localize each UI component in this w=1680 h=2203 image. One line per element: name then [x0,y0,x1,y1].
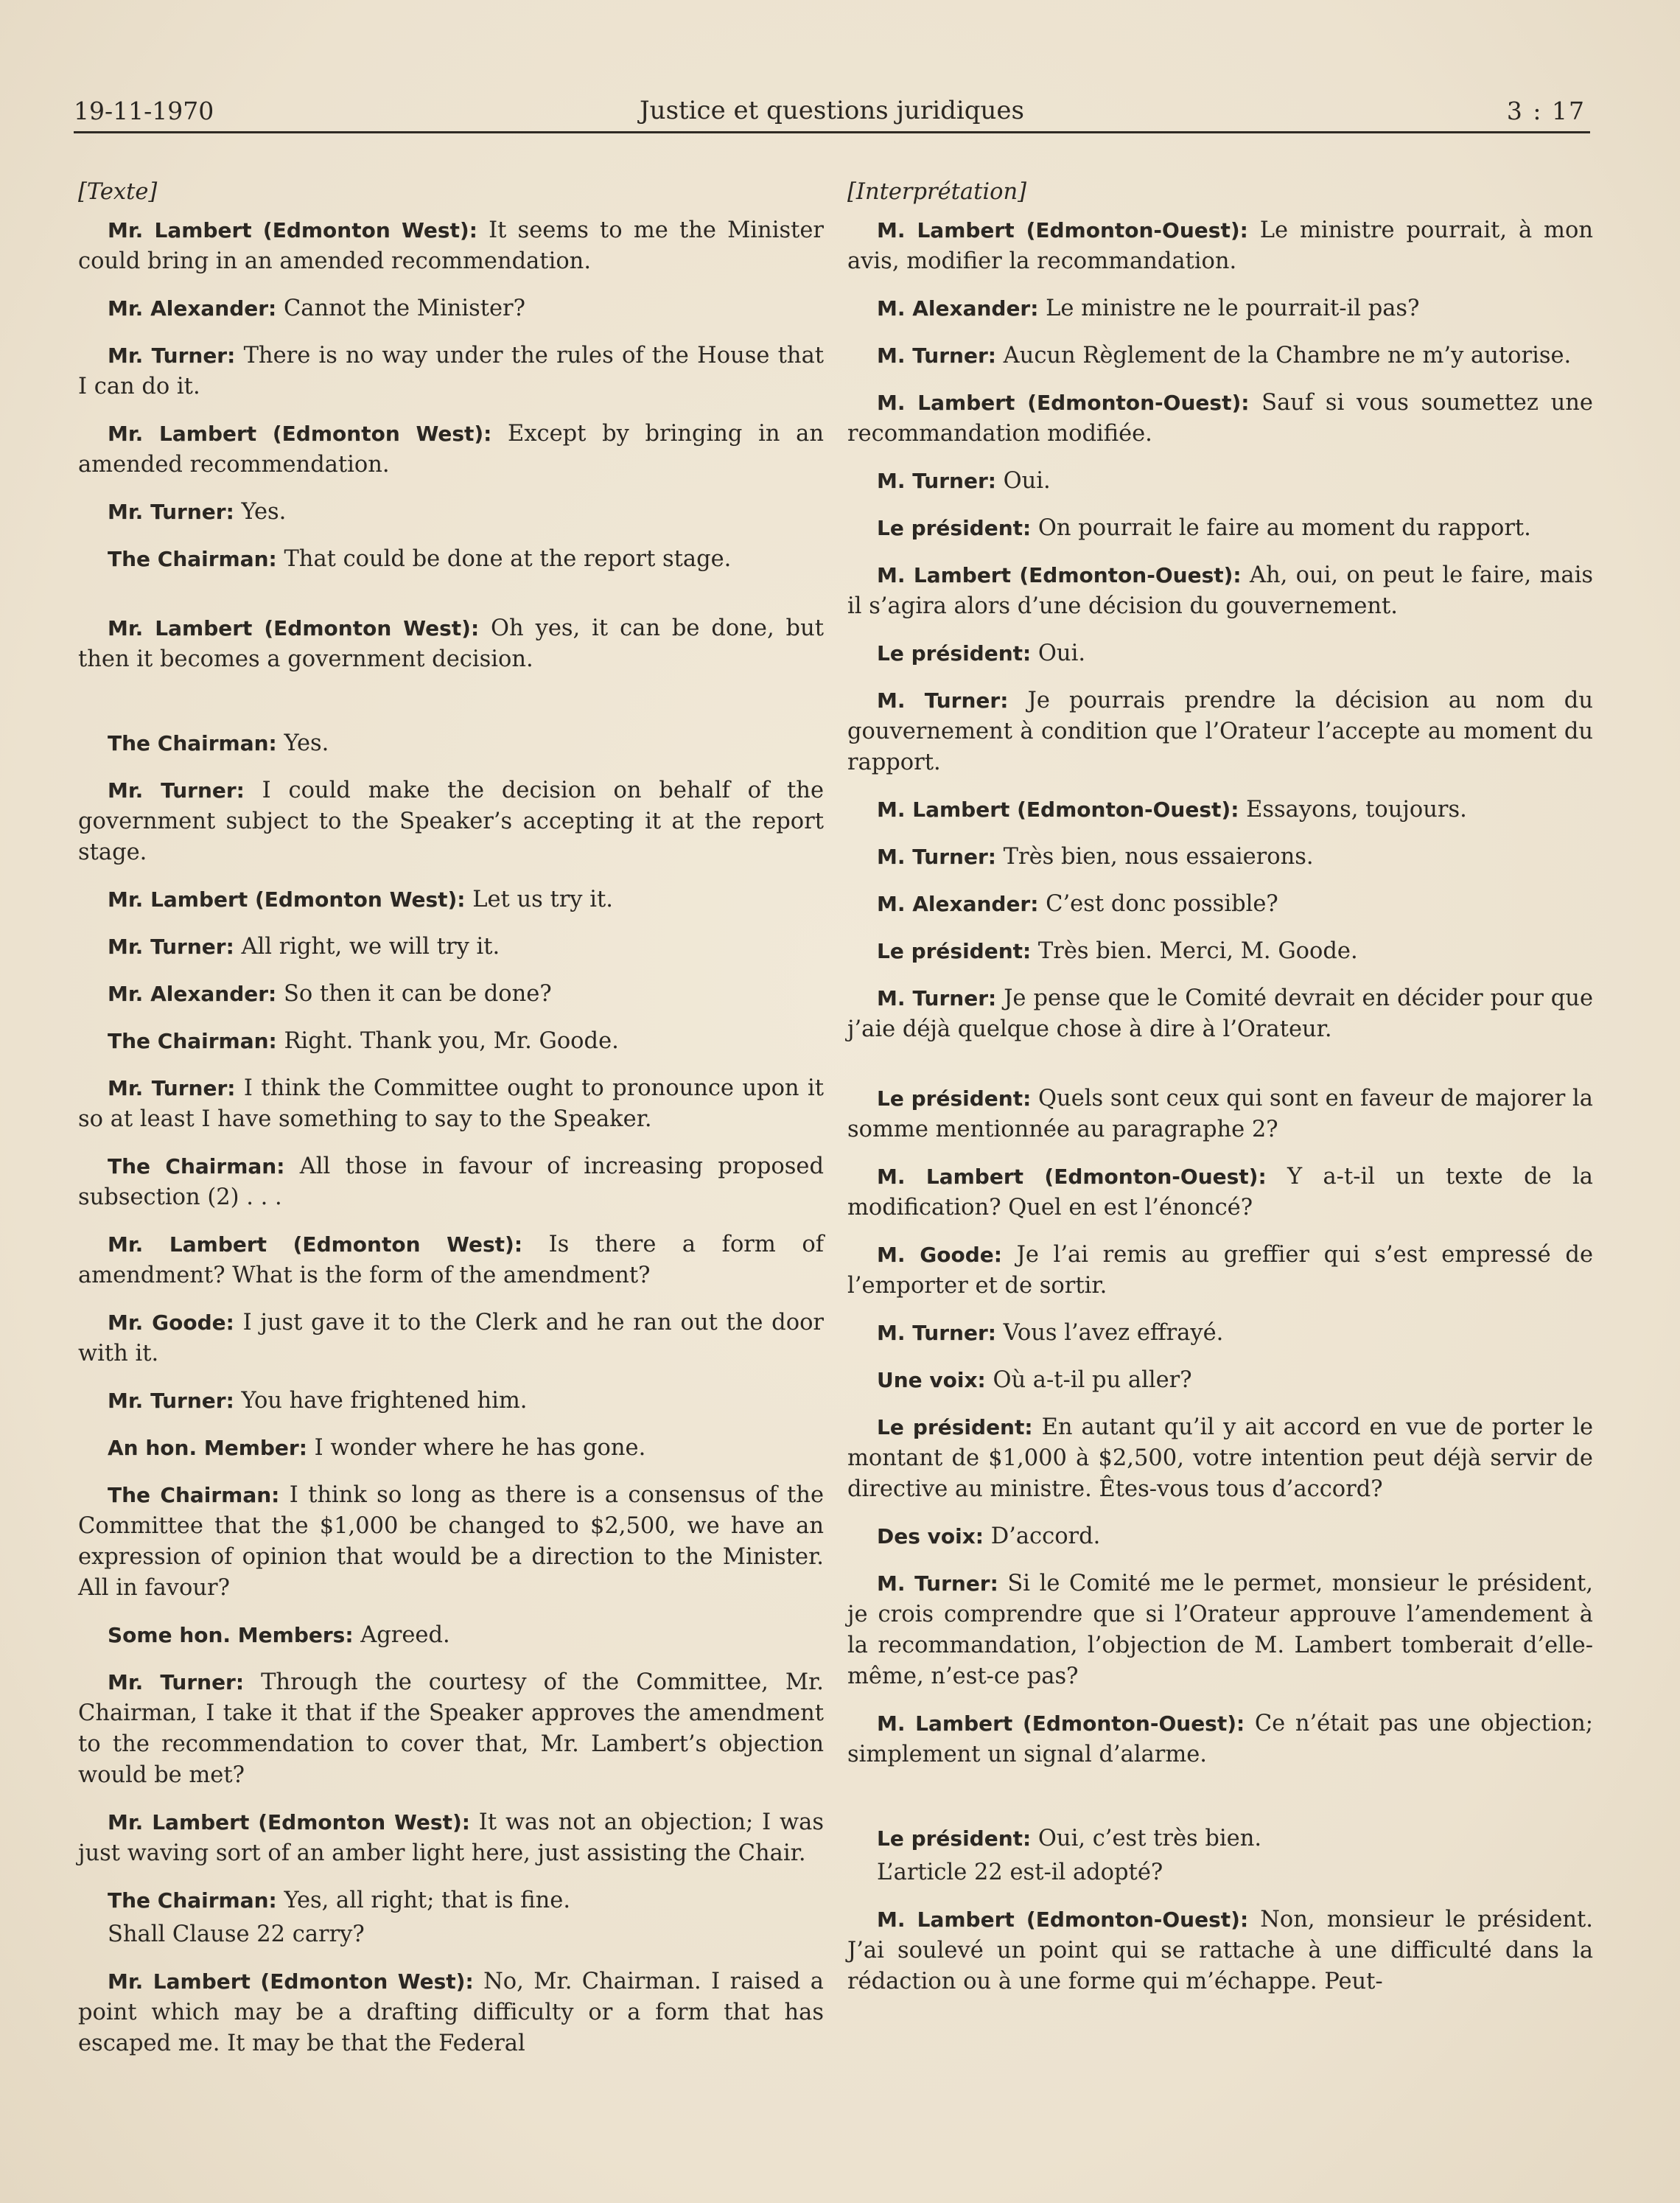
transcript-paragraph [847,1083,1593,1145]
speaker-name: Mr. Turner: [108,778,245,803]
speech-text: Aucun Règlement de la Chambre ne m’y autorise. [995,343,1572,369]
transcript-paragraph [847,1823,1593,1854]
transcript-paragraph [78,1620,824,1651]
speaker-name: M. Goode: [877,1243,1002,1267]
speech-text: Je pense que le Comité devrait en décider pour que j’aie déjà quelque chose à dire à l’Orateur. [847,985,1594,1042]
transcript-paragraph [78,1308,824,1369]
transcript-paragraph [847,936,1593,967]
speech-text: Let us try it. [465,887,613,912]
transcript-paragraph [78,1433,824,1464]
transcript-paragraph [847,1905,1593,1997]
speech-text: Ah, oui, on peut le faire, mais il s’agira alors d’une décision du gouvernement. [847,562,1593,619]
speaker-name: Some hon. Members: [108,1623,354,1647]
speaker-name: M. Alexander: [877,296,1039,321]
transcript-paragraph [78,1966,824,2059]
speaker-name: Mr. Lambert (Edmonton West): [108,887,466,912]
speech-text: Le ministre ne le pourrait-il pas? [1038,296,1420,321]
speaker-name: M. Lambert (Edmonton-Ouest): [877,563,1242,587]
speech-text: Is there a form of amendment? What is the form of the amendment? [78,1232,824,1288]
speech-text: No, Mr. Chairman. I raised a point which may be a drafting difficulty or a form that has escaped me. It may be that the Federal [78,1969,824,2056]
speech-text: Shall Clause 22 carry? [108,1921,365,1947]
transcript-paragraph [78,1667,824,1791]
speech-text: So then it can be done? [276,981,552,1007]
speech-text: I just gave it to the Clerk and he ran out the door with it. [78,1310,825,1366]
right-column-french [847,177,1593,2014]
speaker-name: Mr. Turner: [108,935,234,959]
speech-text: Oh yes, it can be done, but then it becomes a government decision. [78,615,824,672]
speech-text: I think so long as there is a consensus of the Committee that the $1,000 be changed to $2,500, we have an expression of opinion that would be a direction to the Minister. All in favour? [78,1482,824,1601]
speech-text: I think the Committee ought to pronounce upon it so at least I have something to say to the Speaker. [78,1075,824,1132]
speaker-name: Mr. Alexander: [108,982,277,1006]
header-page-number: 3 : 17 [1506,97,1586,125]
speech-text: Le ministre pourrait, à mon avis, modifier la recommandation. [847,217,1593,274]
speaker-name: Le président: [877,641,1032,666]
speech-text: Oui. [995,468,1051,494]
speaker-name: The Chairman: [108,1029,277,1053]
transcript-paragraph [78,293,824,324]
speaker-name: The Chairman: [108,547,277,571]
speaker-name: M. Lambert (Edmonton-Ouest): [877,1165,1267,1189]
speaker-name: Le président: [877,1415,1033,1439]
transcript-paragraph [78,1229,824,1291]
speech-text: Yes, all right; that is fine. [276,1888,571,1913]
speaker-name: Mr. Turner: [108,343,236,368]
header-date: 19-11-1970 [74,97,214,125]
speaker-name: Mr. Turner: [108,1670,245,1694]
speech-text: Vous l’avez effrayé. [995,1320,1224,1346]
speaker-name: Le président: [877,516,1032,540]
speaker-name: The Chairman: [108,1154,285,1179]
speaker-name: M. Turner: [877,343,996,368]
speech-text: Si le Comité me le permet, monsieur le président, je crois comprendre que si l’Orateur approuve l’amendement à la recommandation, l’objection de M. Lambert tomberait d’elle-même, n’est-ce pas? [847,1571,1593,1689]
transcript-paragraph [847,1240,1593,1302]
transcript-paragraph [847,983,1593,1045]
speech-text: Y a-t-il un texte de la modification? Quel en est l’énoncé? [847,1164,1593,1221]
speech-text: Quels sont ceux qui sont en faveur de majorer la somme mentionnée au paragraphe 2? [847,1086,1593,1142]
speech-text: On pourrait le faire au moment du rapport. [1031,515,1531,541]
transcript-paragraph [847,795,1593,825]
speaker-name: Mr. Goode: [108,1310,234,1335]
speech-text: Je pourrais prendre la décision au nom du gouvernement à condition que l’Orateur l’accepte au moment du rapport. [847,688,1593,775]
speaker-name: M. Turner: [877,469,996,493]
speaker-name: Une voix: [877,1368,986,1392]
transcript-paragraph [78,1480,824,1604]
transcript-paragraph [847,1708,1593,1770]
speech-text: Oui, c’est très bien. [1031,1826,1262,1851]
speaker-name: Le président: [877,939,1032,963]
speaker-name: Des voix: [877,1524,984,1549]
transcript-paragraph [78,1807,824,1869]
speaker-name: Mr. Lambert (Edmonton West): [108,1232,523,1257]
speech-text: Sauf si vous soumettez une recommandation modifiée. [847,390,1593,447]
speaker-name: Mr. Lambert (Edmonton West): [108,616,480,640]
speaker-name: Mr. Lambert (Edmonton West): [108,422,492,446]
transcript-paragraph [847,842,1593,873]
speaker-name: M. Lambert (Edmonton-Ouest): [877,797,1239,822]
speech-text: That could be done at the report stage. [276,546,732,572]
transcript-paragraph [78,215,824,277]
transcript-paragraph [847,1412,1593,1505]
column-label-interpretation: [Interprétation] [847,179,1026,205]
page-header [74,74,1590,133]
speaker-name: An hon. Member: [108,1436,307,1460]
transcript-paragraph [78,341,824,402]
speech-text: There is no way under the rules of the House that I can do it. [78,343,825,399]
speech-text: It seems to me the Minister could bring in an amended recommendation. [78,217,824,274]
transcript-paragraph [78,544,824,575]
transcript-paragraph [78,1919,824,1950]
speaker-name: Le président: [877,1086,1032,1111]
transcript-paragraph [847,1857,1593,1888]
speaker-name: M. Lambert (Edmonton-Ouest): [877,1907,1249,1932]
transcript-paragraph [78,932,824,963]
speaker-name: Mr. Lambert (Edmonton West): [108,1969,474,1994]
speaker-name: M. Turner: [877,986,997,1010]
speech-text: All those in favour of increasing proposed subsection (2) . . . [78,1153,824,1210]
speech-text: Je l’ai remis au greffier qui s’est empressé de l’emporter et de sortir. [847,1242,1593,1299]
transcript-paragraph [78,1885,824,1916]
speech-text: Où a-t-il pu aller? [985,1367,1192,1393]
transcript-paragraph [847,889,1593,920]
speaker-name: Le président: [877,1826,1032,1851]
transcript-paragraph [78,613,824,675]
transcript-paragraph [78,1386,824,1417]
speech-text: Yes. [276,730,329,756]
speaker-name: M. Alexander: [877,892,1039,916]
column-label-texte: [Texte] [78,179,158,205]
speech-text: Except by bringing in an amended recommendation. [78,421,824,478]
speech-text: You have frightened him. [234,1388,528,1414]
transcript-paragraph [847,215,1593,277]
header-title: Justice et questions juridiques [640,96,1024,125]
speech-text: Right. Thank you, Mr. Goode. [276,1028,619,1054]
speech-text: Cannot the Minister? [276,296,525,321]
speech-text: I wonder where he has gone. [307,1435,646,1461]
speaker-name: Mr. Alexander: [108,296,277,321]
speaker-name: The Chairman: [108,1483,280,1507]
speaker-name: Mr. Lambert (Edmonton West): [108,1810,470,1834]
transcript-paragraph [847,638,1593,669]
transcript-paragraph [847,293,1593,324]
transcript-paragraph [78,1026,824,1057]
speaker-name: Mr. Turner: [108,500,234,524]
speaker-name: M. Lambert (Edmonton-Ouest): [877,218,1248,242]
speaker-name: Mr. Turner: [108,1389,234,1413]
speech-text: I could make the decision on behalf of the government subject to the Speaker’s accepting it at the report stage. [78,778,824,865]
transcript-paragraph [847,560,1593,622]
speaker-name: The Chairman: [108,731,277,755]
speech-text: Agreed. [353,1622,450,1648]
transcript-paragraph [847,513,1593,544]
speech-text: Très bien, nous essaierons. [995,844,1314,870]
speech-text: Through the courtesy of the Committee, Mr. Chairman, I take it that if the Speaker approves the amendment to the recommendation to cover that, Mr. Lambert’s objection would be met? [78,1669,824,1788]
speaker-name: Mr. Turner: [108,1076,236,1100]
transcript-paragraph [78,419,824,481]
speaker-name: M. Turner: [877,1321,996,1345]
speech-text: C’est donc possible? [1038,891,1278,917]
transcript-paragraph [78,1073,824,1135]
speech-text: L’article 22 est-il adopté? [877,1860,1163,1885]
left-column-english [78,177,824,2075]
speech-text: D’accord. [984,1523,1101,1549]
speech-text: En autant qu’il y ait accord en vue de porter le montant de $1,000 à $2,500, votre intention peut déjà servir de directive au ministre. Êtes-vous tous d’accord? [847,1414,1593,1502]
speech-text: It was not an objection; I was just waving sort of an amber light here, just assisting the Chair. [78,1809,824,1866]
transcript-paragraph [847,1521,1593,1552]
speaker-name: M. Turner: [877,1571,998,1596]
speech-text: Oui. [1031,640,1086,666]
transcript-paragraph [847,1365,1593,1396]
transcript-paragraph [78,775,824,868]
speech-text: Yes. [234,499,287,525]
speaker-name: M. Turner: [877,845,996,869]
transcript-paragraph [78,497,824,528]
transcript-paragraph [847,685,1593,778]
transcript-paragraph [78,884,824,915]
speech-text: Très bien. Merci, M. Goode. [1031,938,1358,964]
transcript-paragraph [78,979,824,1010]
speaker-name: M. Lambert (Edmonton-Ouest): [877,1711,1245,1736]
transcript-paragraph [847,1318,1593,1349]
speaker-name: M. Lambert (Edmonton-Ouest): [877,391,1250,415]
speaker-name: The Chairman: [108,1888,277,1913]
speech-text: All right, we will try it. [234,934,500,960]
speech-text: Ce n’était pas une objection; simplement un signal d’alarme. [847,1711,1593,1767]
transcript-paragraph [78,728,824,759]
transcript-paragraph [78,1151,824,1213]
transcript-paragraph [847,1162,1593,1223]
speech-text: Non, monsieur le président. J’ai soulevé un point qui se rattache à une difficulté dans la rédaction ou à une forme qui m’échappe. Peut- [847,1907,1593,1994]
transcript-paragraph [847,1568,1593,1692]
speaker-name: Mr. Lambert (Edmonton West): [108,218,477,242]
transcript-paragraph [847,388,1593,450]
transcript-paragraph [847,466,1593,497]
speech-text: Essayons, toujours. [1239,797,1467,823]
speaker-name: M. Turner: [877,688,1009,713]
transcript-paragraph [847,341,1593,371]
